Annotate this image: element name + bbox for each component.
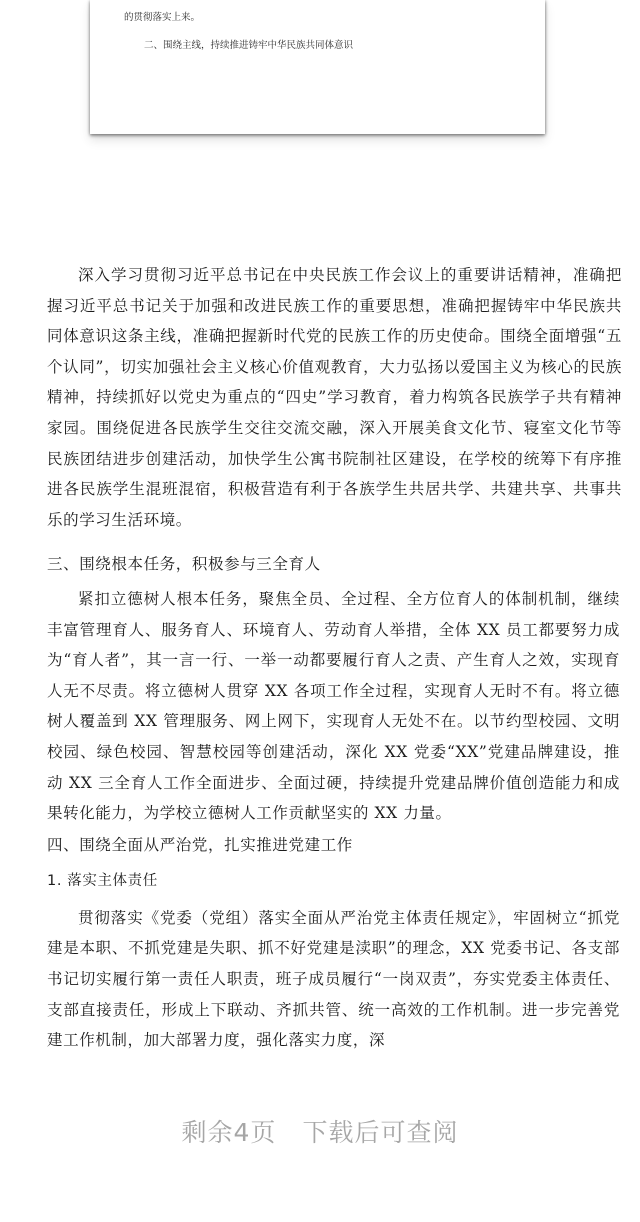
document-preview-card [90, 0, 545, 134]
document-body [47, 260, 620, 1056]
preview-text-line: 的贯彻落实上来。 [124, 12, 201, 23]
section-heading-3: 三、围绕根本任务，积极参与三全育人 [47, 555, 321, 574]
preview-section-heading: 二、围绕主线，持续推进铸牢中华民族共同体意识 [144, 40, 354, 51]
download-to-view-label: 下载后可查阅 [302, 1118, 459, 1147]
section-heading-4: 四、围绕全面从严治党，扎实推进党建工作 [47, 835, 353, 854]
paragraph-ethnic-unity: 深入学习贯彻习近平总书记在中央民族工作会议上的重要讲话精神，准确把握习近平总书记关于加强和改进民族工作的重要思想，准确把握铸牢中华民族共同体意识这条主线，准确把握新时代党的民族工作的历史使命。围绕全面增强“五个认同”，切实加强社会主义核心价值观教育，大力弘扬以爱国主义为核心的民族精神，持续抓好以党史为重点的“四史”学习教育，着力构筑各民族学子共有精神家园。围绕促进各民族学生交往交流交融，深入开展美食文化节、寝室文化节等民族团结进步创建活动，加快学生公寓书院制社区建设，在学校的统筹下有序推进各民族学生混班混宿，积极营造有利于各族学生共居共学、共建共享、共事共乐的学习生活环境。 [47, 266, 622, 529]
subsection-heading-4-1: 1. 落实主体责任 [47, 873, 158, 890]
paragraph-party-responsibility: 贯彻落实《党委（党组）落实全面从严治党主体责任规定》，牢固树立“抓党建是本职、不抓党建是失职、抓不好党建是渎职”的理念，XX 党委书记、各支部书记切实履行第一责任人职责，班子成员履行“一岗双责”，夯实党委主体责任、支部直接责任，形成上下联动、齐抓共管、统一高效的工作机制。进一步完善党建工作机制，加大部署力度，强化落实力度，深 [47, 908, 620, 1050]
remaining-pages-label: 剩余4页 [181, 1118, 277, 1147]
paragraph-education: 紧扣立德树人根本任务，聚焦全员、全过程、全方位育人的体制机制，继续丰富管理育人、服务育人、环境育人、劳动育人举措，全体 XX 员工都要努力成为“育人者”，其一言一行、一举一动都要履行育人之责、产生育人之效，实现育人无不尽责。将立德树人贯穿 XX 各项工作全过程，实现育人无时不有。将立德树人覆盖到 XX 管理服务、网上网下，实现育人无处不在。以节约型校园、文明校园、绿色校园、智慧校园等创建活动，深化 XX 党委“XX”党建品牌建设，推动 XX 三全育人工作全面进步、全面过硬，持续提升党建品牌价值创造能力和成果转化能力，为学校立德树人工作贡献坚实的 XX 力量。 [47, 589, 620, 823]
remaining-pages-notice[interactable] [0, 1113, 640, 1149]
